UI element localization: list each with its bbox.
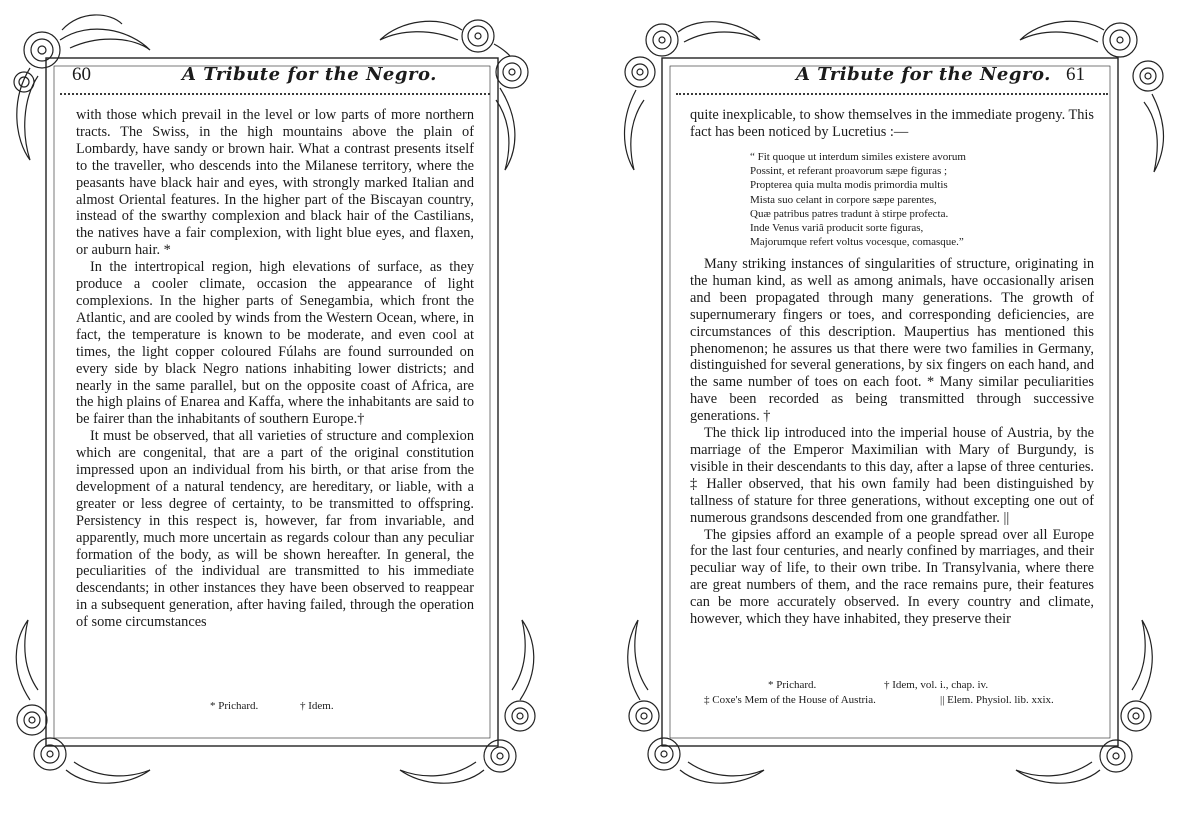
verse-line: Inde Venus variâ producit sorte figuras,	[750, 222, 924, 235]
page-number: 61	[1066, 64, 1085, 85]
footnotes	[210, 699, 410, 714]
footnote: † Idem.	[300, 700, 334, 712]
verse-line: Majorumque refert voltus vocesque, comasque.”	[750, 236, 964, 249]
footnote: * Prichard.	[210, 700, 259, 712]
paragraph: quite inexplicable, to show themselves in the immediate progeny. This fact has been noticed by Lucretius :—	[690, 107, 1094, 140]
paragraph: Many striking instances of singularities of structure, originating in the human kind, as well as among animals, have occasionally arisen and been propagated through many generations. The growth of supernumerary fingers or toes, and corresponding deficiencies, are circumstances of this description. Maupertius has mentioned this phenomenon; he assures us that there were two families in Germany, distinguished for several generations, by six fingers on each hand, and the same number of toes on each foot. * Many similar peculiarities have been recorded as being transmitted through successive generations. †	[690, 256, 1094, 425]
latin-verse	[750, 150, 1050, 249]
footnote: ‡ Coxe's Mem of the House of Austria.	[704, 694, 876, 706]
page-header	[676, 62, 1108, 90]
footnote: || Elem. Physiol. lib. xxix.	[940, 694, 1054, 706]
body-text	[76, 107, 474, 631]
verse-line: Mista suo celant in corpore sæpe parentes,	[750, 193, 937, 206]
verse-line: Quæ patribus patres tradunt à stirpe profecta.	[750, 207, 949, 220]
header-divider	[60, 93, 490, 95]
paragraph: The thick lip introduced into the imperial house of Austria, by the marriage of the Emperor Maximilian with Mary of Burgundy, is visible in their descendants to this day, after a lapse of three centuries. ‡ Haller observed, that his own family had been distinguished by tallness of stature for three generations, without excepting one out of numerous grandsons descended from one grandfather. ||	[690, 425, 1094, 526]
page-number: 60	[72, 64, 91, 85]
footnote: † Idem, vol. i., chap. iv.	[884, 679, 989, 691]
page-header	[60, 62, 490, 90]
verse-line: Propterea quia multa modis primordia multis	[750, 179, 948, 192]
corner-ornament-top-left	[625, 22, 761, 170]
paragraph: It must be observed, that all varieties of structure and complexion which are congenital, that are a part of the original constitution impressed upon an individual from his birth, or that arise from the development of a natural tendency, are hereditary, or liable, with a greater or less degree of certainty, to be transmitted to offspring. Persistency in this respect is, however, far from invariable, and apparently, much more uncertain as regards colour than any peculiar formation of the body, as will be shown hereafter. In general, the peculiarities of the individual are transmitted to his immediate descendants; in other instances they have been observed to reappear in a subsequent generation, after having failed, through the operation of some circumstances	[76, 428, 474, 631]
footnotes	[704, 678, 1104, 708]
running-title: A Tribute for the Negro.	[796, 64, 1051, 85]
header-divider	[676, 93, 1108, 95]
paragraph: In the intertropical region, high elevations of surface, as they produce a cooler climate, occasion the appearance of light complexions. In the higher parts of Senegambia, which front the Atlantic, and are cooled by winds from the Western Ocean, where, in fact, the temperature is known to be moderate, and even cool at times, the light copper coloured Fúlahs are found surrounded on every side by black Negro nations inhabiting lower districts; and nearly in the same parallel, but on the opposite coast of Africa, are the high plains of Enarea and Kaffa, where the inhabitants are said to be fairer than the inhabitants of southern Europe.†	[76, 259, 474, 428]
paragraph: The gipsies afford an example of a people spread over all Europe for the last four centuries, and nearly confined by marriages, and their peculiar way of life, to their own tribe. In Transylvania, where there are great numbers of them, and the race remains pure, their features can be more accurately observed. In every country and climate, however, which they have inhabited, they preserve their	[690, 526, 1094, 628]
left-page	[0, 0, 590, 816]
opening-text	[690, 107, 1094, 141]
body-text	[690, 256, 1094, 628]
verse-line: Possint, et referant proavorum sæpe figuras ;	[750, 165, 948, 178]
corner-ornament-bottom-right	[400, 620, 535, 783]
running-title: A Tribute for the Negro.	[182, 64, 437, 85]
corner-ornament-bottom-left	[16, 620, 150, 783]
right-page	[600, 0, 1200, 816]
footnote: * Prichard.	[768, 679, 817, 691]
verse-line: “ Fit quoque ut interdum similes existere avorum	[750, 151, 966, 163]
paragraph: with those which prevail in the level or low parts of more northern tracts. The Swiss, in the high mountains above the plain of Lombardy, have sandy or brown hair. What a contrast presents itself to the traveller, who descends into the Milanese territory, where the peasants have black hair and eyes, with strongly marked Italian and almost Oriental features. In the higher part of the Biscayan country, instead of the swarthy complexion and black hair of the Castilians, the natives have a fair complexion, with light blue eyes, and flaxen, or auburn hair. *	[76, 107, 474, 259]
